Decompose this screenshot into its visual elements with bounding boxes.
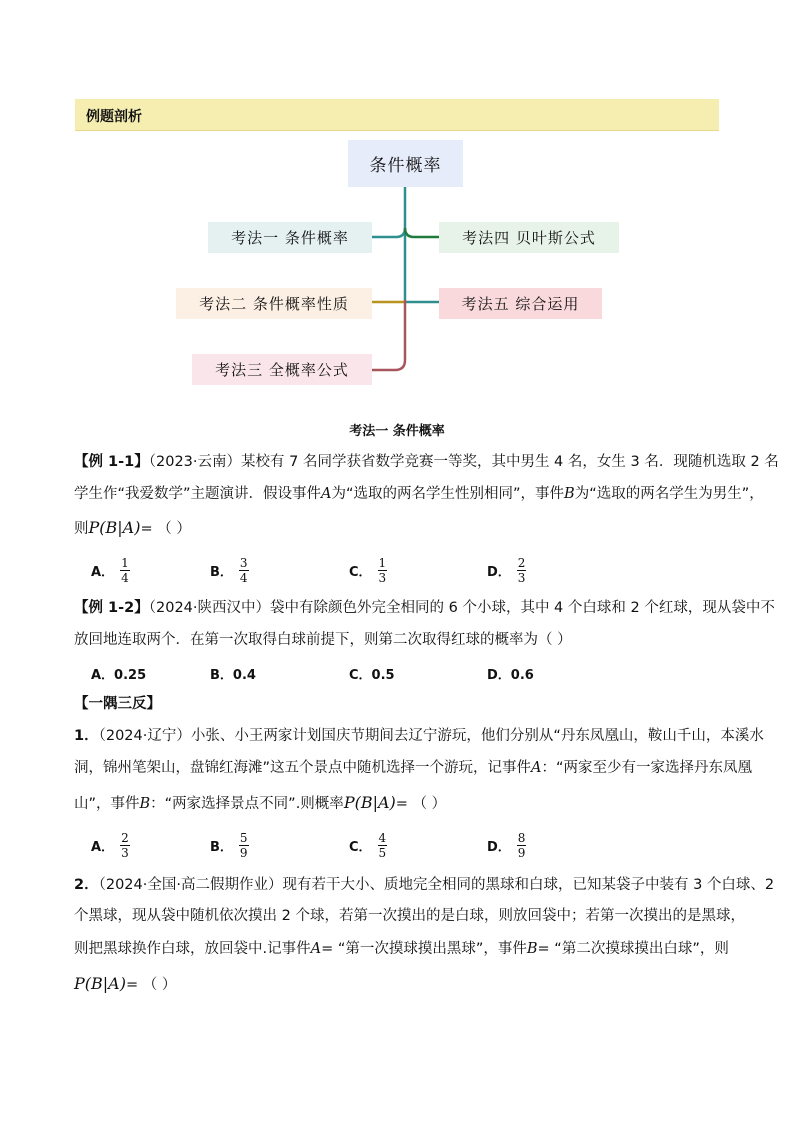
question-1-option-c: C． $\frac{4}{5}$ <box>349 831 387 860</box>
practice-title: 【一隅三反】 <box>74 696 161 712</box>
example-1-2-option-a: A．0.25 <box>91 668 147 683</box>
section-title: 例题剖析 <box>86 109 142 125</box>
text-fragment: （2024·全国·高二假期作业）现有若干大小、质地完全相同的黑球和白球，已知某袋子中装有 3 个白球、2 <box>98 877 775 893</box>
question-2-line-4 <box>74 974 176 995</box>
probability-formula: P(B|A) <box>343 793 396 812</box>
variable-a: A <box>310 941 322 957</box>
mindmap-method-4: 考法四 贝叶斯公式 <box>439 222 619 253</box>
question-1-line-2 <box>74 758 752 778</box>
question-1-option-d: D． $\frac{8}{9}$ <box>487 831 526 860</box>
example-1-1-option-a: A． $\frac{1}{4}$ <box>91 556 129 585</box>
question-1-number: 1． <box>74 728 99 744</box>
text-fragment: 山”，事件 <box>74 796 140 812</box>
question-2-line-3 <box>74 939 729 959</box>
question-2-number: 2． <box>74 877 99 893</box>
example-1-2-text-1: （2024·陕西汉中）袋中有除颜色外完全相同的 6 个小球，其中 4 个白球和 2 个红球，现从袋中不 <box>148 600 775 616</box>
mindmap-method-1: 考法一 条件概率 <box>208 222 372 253</box>
text-fragment: ：“两家至少有一家选择丹东凤凰 <box>541 760 753 776</box>
example-1-1-option-d: D． $\frac{2}{3}$ <box>487 556 526 585</box>
example-1-2-option-d: D．0.6 <box>487 668 534 683</box>
example-1-2-line-2: 放回地连取两个．在第一次取得白球前提下，则第二次取得红球的概率为（ ） <box>74 632 572 648</box>
variable-b: B <box>526 941 538 957</box>
variable-a: A <box>531 760 542 776</box>
text-fragment: 学生作“我爱数学”主题演讲．假设事件 <box>74 486 322 502</box>
example-1-2-option-b: B．0.4 <box>210 668 256 683</box>
question-1-line-1 <box>74 726 764 746</box>
example-1-1-option-c: C． $\frac{1}{3}$ <box>349 556 387 585</box>
method-heading: 考法一 条件概率 <box>349 424 445 439</box>
example-1-2-line-1 <box>74 598 775 618</box>
example-1-2-option-c: C．0.5 <box>349 668 395 683</box>
example-1-1-tag: 【例 1-1】 <box>74 454 149 470</box>
text-fragment: = “第一次摸球摸出黑球”，事件 <box>321 941 527 957</box>
text-fragment: 洞，锦州笔架山，盘锦红海滩”这五个景点中随机选择一个游玩，记事件 <box>74 760 532 776</box>
text-fragment: 为“选取的两名学生为男生”， <box>574 486 764 502</box>
question-1-option-a: A． $\frac{2}{3}$ <box>91 831 129 860</box>
variable-a: A <box>321 486 332 502</box>
text-fragment: 则把黑球换作白球，放回袋中.记事件 <box>74 941 311 957</box>
mindmap-method-2: 考法二 条件概率性质 <box>176 288 372 319</box>
mindmap-method-3: 考法三 全概率公式 <box>192 354 372 385</box>
mindmap-method-5: 考法五 综合运用 <box>439 288 602 319</box>
mindmap-connectors <box>0 0 794 400</box>
text-fragment: （2024·辽宁）小张、小王两家计划国庆节期间去辽宁游玩，他们分别从“丹东凤凰山，鞍山千山，本溪水 <box>98 728 764 744</box>
probability-formula: P(B|A) <box>88 518 141 537</box>
example-1-1-option-b: B． $\frac{3}{4}$ <box>210 556 248 585</box>
branch-3-line <box>372 300 405 370</box>
variable-b: B <box>564 486 575 502</box>
probability-formula: P(B|A) <box>74 974 126 993</box>
text-fragment: 则 <box>74 521 89 537</box>
branch-1-line <box>372 228 405 237</box>
question-1-line-3 <box>74 793 446 814</box>
example-1-1-line-1 <box>74 452 779 472</box>
text-fragment: = “第二次摸球摸出白球”，则 <box>537 941 729 957</box>
question-1-option-b: B． $\frac{5}{9}$ <box>210 831 248 860</box>
text-fragment: = （ ） <box>395 796 447 812</box>
text-fragment: = （ ） <box>125 977 177 993</box>
branch-4-line <box>405 228 439 237</box>
example-1-2-tag: 【例 1-2】 <box>74 600 149 616</box>
question-2-line-1 <box>74 875 774 895</box>
variable-b: B <box>139 796 151 812</box>
text-fragment: = （ ） <box>140 521 191 537</box>
question-2-line-2: 个黑球，现从袋中随机依次摸出 2 个球，若第一次摸出的是白球，则放回袋中；若第一次摸出的是黑球， <box>74 908 745 924</box>
mindmap-root: 条件概率 <box>348 140 463 187</box>
example-1-1-line-3 <box>74 518 191 539</box>
text-fragment: ：“两家选择景点不同”.则概率 <box>150 796 344 812</box>
example-1-1-line-2 <box>74 484 764 504</box>
text-fragment: 为“选取的两名学生性别相同”，事件 <box>331 486 565 502</box>
example-1-1-text-1: （2023·云南）某校有 7 名同学获省数学竞赛一等奖，其中男生 4 名，女生 3 名．现随机选取 2 名 <box>148 454 779 470</box>
